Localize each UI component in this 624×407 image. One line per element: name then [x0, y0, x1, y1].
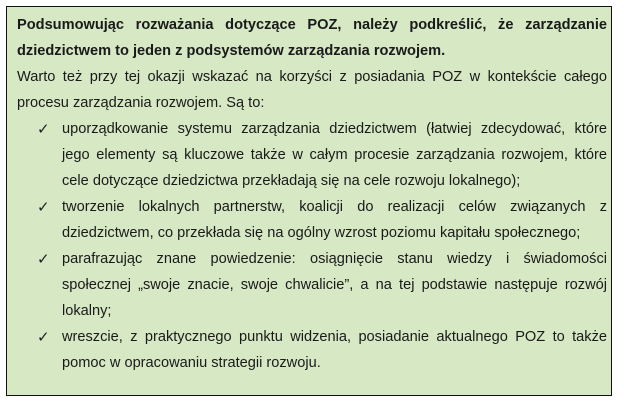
list-item — [17, 194, 607, 246]
checkmark-icon: ✓ — [37, 198, 50, 216]
checkmark-icon: ✓ — [37, 328, 50, 346]
list-item-text: uporządkowanie systemu zarządzania dziedzictwem (łatwiej zdecydować, które jego elementy są kluczowe także w całym procesie zarządzania rozwojem, które cele dotyczące dziedzictwa przekładają się na cele rozwoju lokalnego); — [62, 121, 607, 189]
summary-box — [6, 6, 612, 396]
benefits-list — [17, 116, 607, 376]
list-item-text: tworzenie lokalnych partnerstw, koalicji do realizacji celów związanych z dziedzictwem, co przekłada się na ogólny wzrost poziomu kapitału społecznego; — [62, 199, 607, 241]
checkmark-icon: ✓ — [37, 120, 50, 138]
summary-intro: Warto też przy tej okazji wskazać na korzyści z posiadania POZ w kontekście całego procesu zarządzania rozwojem. Są to: — [17, 69, 607, 111]
list-item — [17, 246, 607, 324]
list-item — [17, 116, 607, 194]
list-item-text: parafrazując znane powiedzenie: osiągnięcie stanu wiedzy i świadomości społecznej „swoje znacie, swoje chwalicie”, a na tej podstawie następuje rozwój lokalny; — [62, 251, 607, 319]
checkmark-icon: ✓ — [37, 250, 50, 268]
summary-heading: Podsumowując rozważania dotyczące POZ, należy podkreślić, że zarządzanie dziedzictwem to jeden z podsystemów zarządzania rozwojem. — [17, 17, 607, 59]
list-item-text: wreszcie, z praktycznego punktu widzenia, posiadanie aktualnego POZ to także pomoc w opracowaniu strategii rozwoju. — [62, 329, 607, 371]
list-item — [17, 324, 607, 376]
